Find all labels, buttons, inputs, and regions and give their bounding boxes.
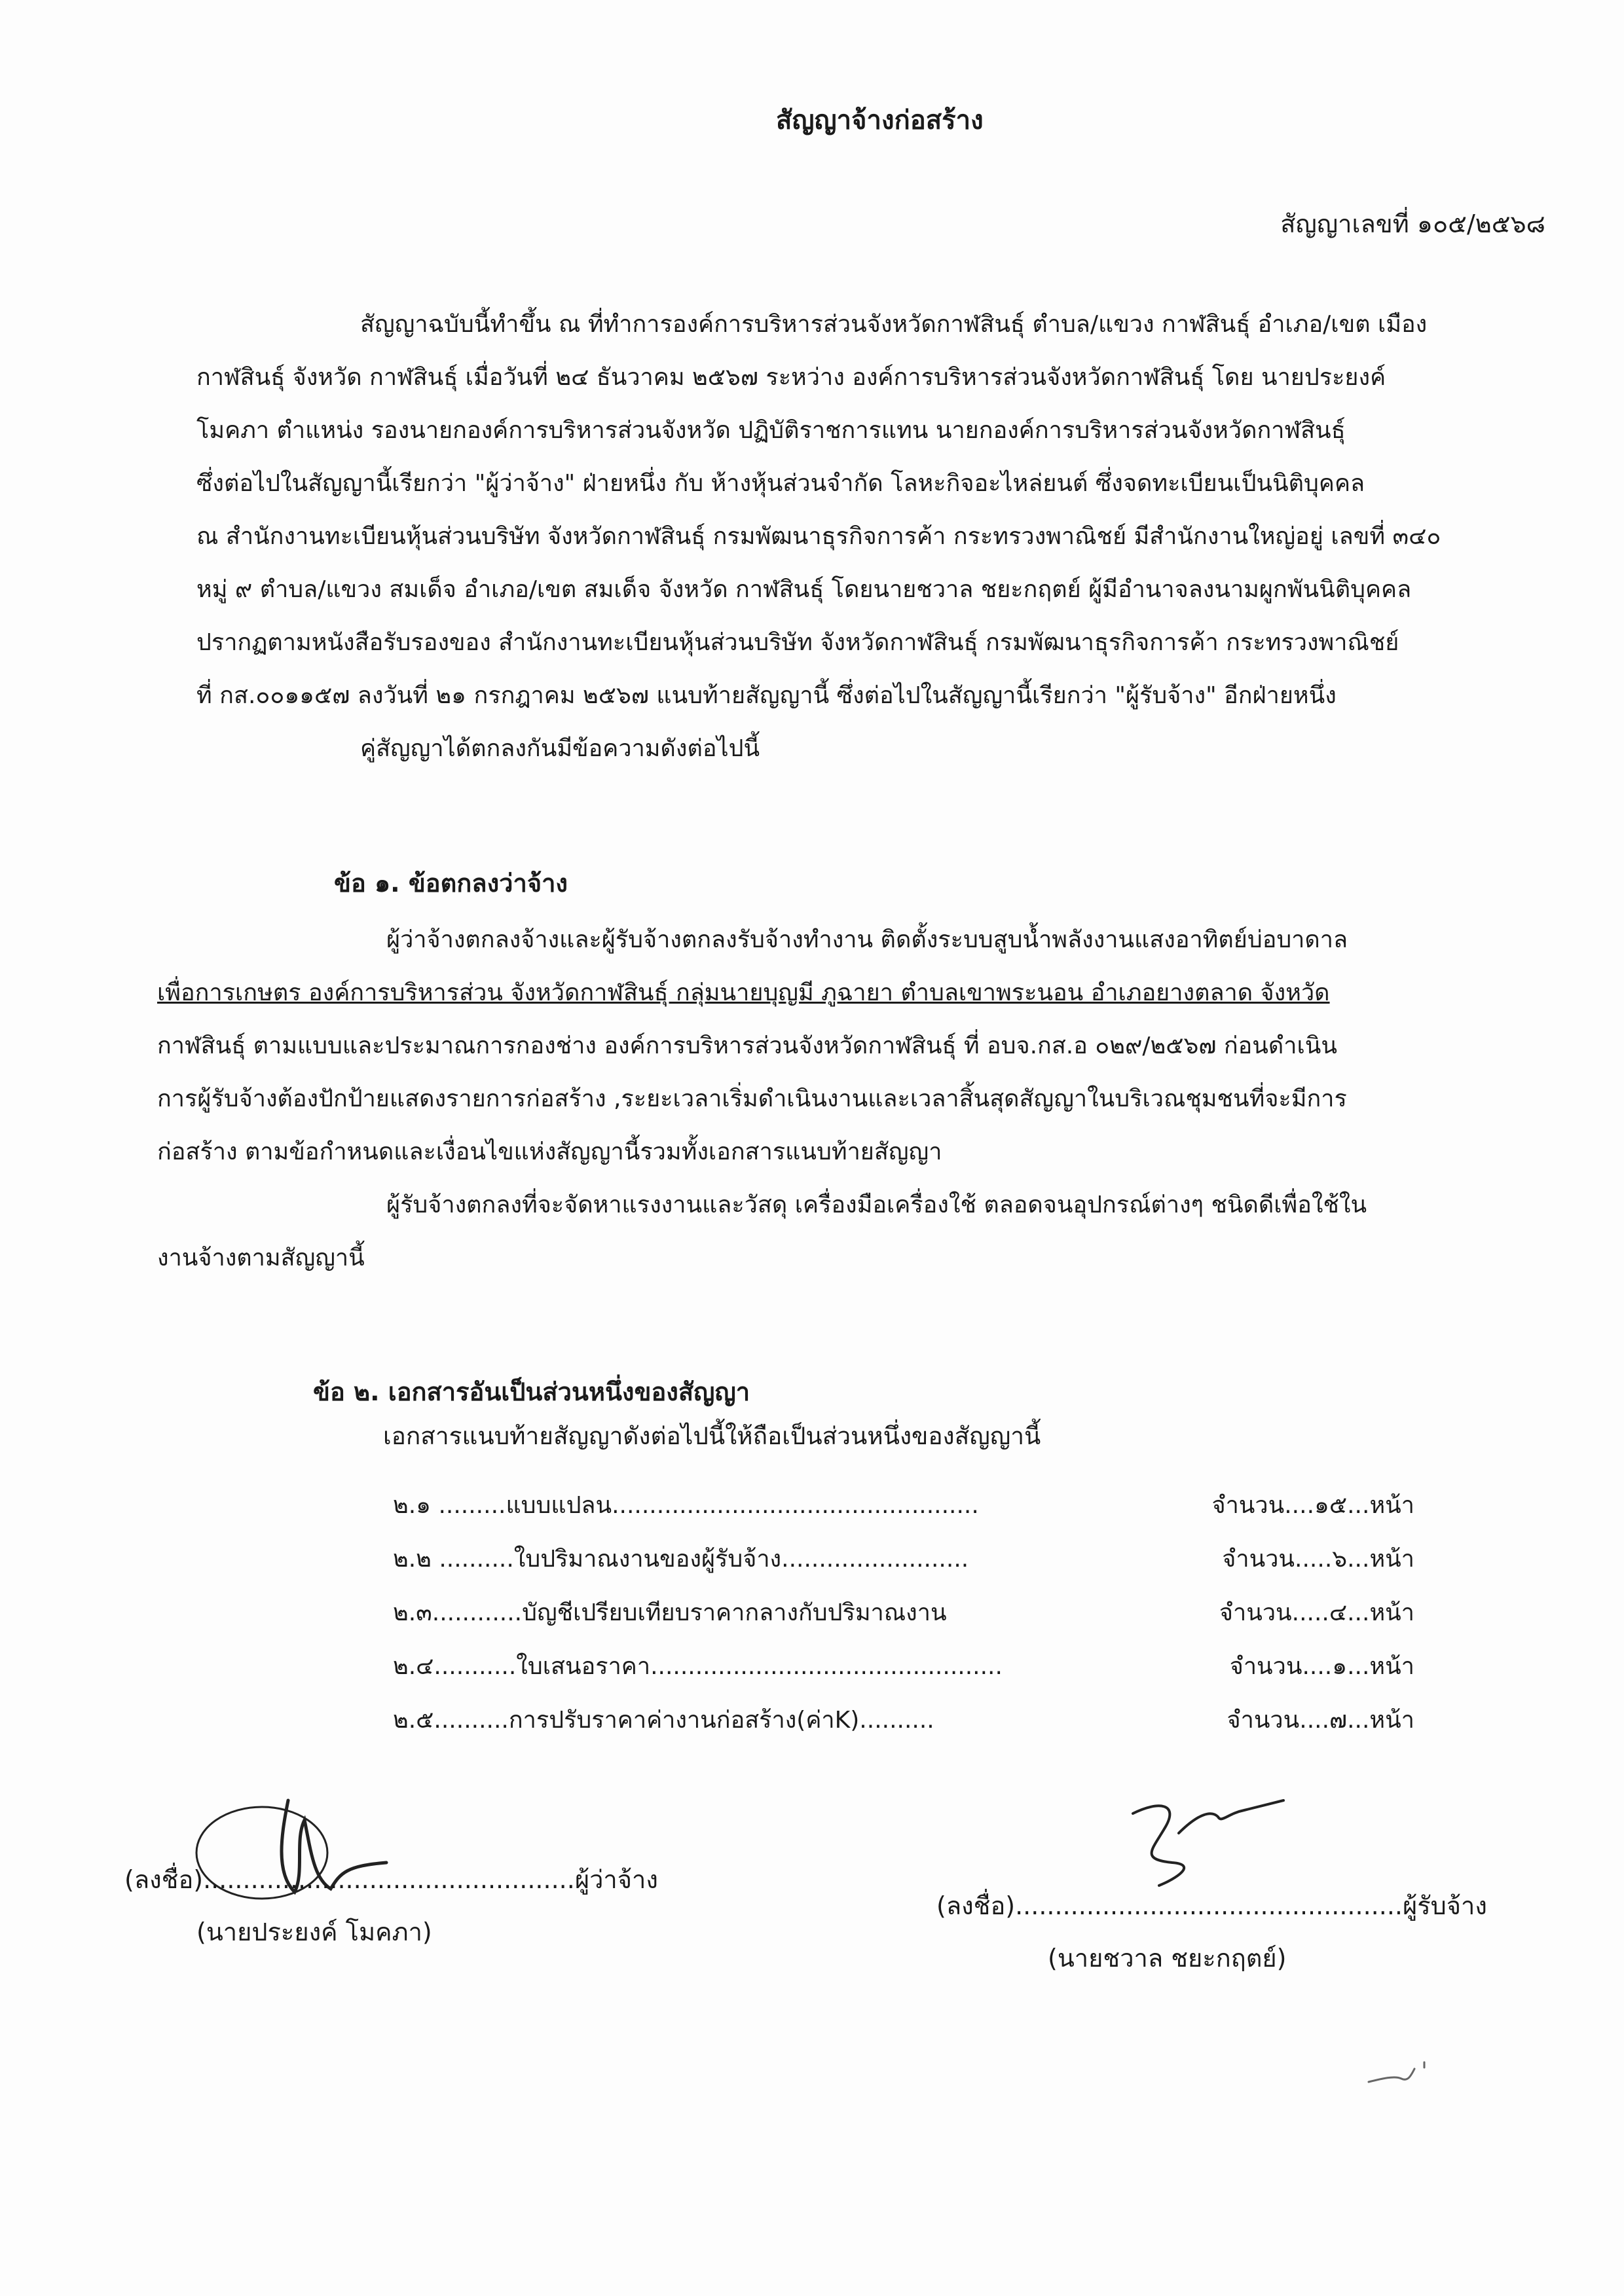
attachment-pages: จำนวน....๑...หน้า <box>1229 1653 1414 1680</box>
contractor-signature-line: (ลงชื่อ).................................................ผู้รับจ้าง <box>936 1891 1487 1920</box>
attachment-item <box>393 1701 1414 1755</box>
intro-line: ซึ่งต่อไปในสัญญานี้เรียกว่า "ผู้ว่าจ้าง" ฝ่ายหนึ่ง กับ ห้างหุ้นส่วนจำกัด โลหะกิจอะไหล่ยนต์ ซึ่งจดทะเบียนเป็นนิติบุคคล <box>196 470 1365 497</box>
intro-line: หมู่ ๙ ตำบล/แขวง สมเด็จ อำเภอ/เขต สมเด็จ จังหวัด กาฬสินธุ์ โดยนายชวาล ชยะกฤตย์ ผู้มีอำนาจลงนามผูกพันนิติบุคคล <box>196 576 1412 603</box>
attachment-item <box>393 1647 1414 1701</box>
attachment-label: ๒.๑ .........แบบแปลน................................................. <box>393 1492 979 1519</box>
attachment-pages: จำนวน....๑๕...หน้า <box>1211 1492 1414 1519</box>
attachment-pages: จำนวน.....๔...หน้า <box>1219 1599 1414 1626</box>
clause1-line: งานจ้างตามสัญญานี้ <box>157 1245 365 1271</box>
clause1-line: ก่อสร้าง ตามข้อกำหนดและเงื่อนไขแห่งสัญญานี้รวมทั้งเอกสารแนบท้ายสัญญา <box>157 1139 942 1165</box>
initial-mark <box>1362 2049 1441 2102</box>
attachment-label: ๒.๓............บัญชีเปรียบเทียบราคากลางกับปริมาณงาน <box>393 1599 947 1626</box>
attachment-pages: จำนวน....๗...หน้า <box>1227 1707 1414 1734</box>
contractor-signature <box>1113 1787 1297 1899</box>
contract-number: สัญญาเลขที่ ๑๐๕/๒๕๖๘ <box>1280 210 1545 238</box>
clause1-body <box>157 913 1532 1285</box>
intro-line: ปรากฏตามหนังสือรับรองของ สำนักงานทะเบียนหุ้นส่วนบริษัท จังหวัดกาฬสินธุ์ กรมพัฒนาธุรกิจการค้า กระทรวงพาณิชย์ <box>196 629 1399 656</box>
clause2-intro: เอกสารแนบท้ายสัญญาดังต่อไปนี้ให้ถือเป็นส่วนหนึ่งของสัญญานี้ <box>383 1422 1041 1450</box>
attachment-label: ๒.๒ ..........ใบปริมาณงานของผู้รับจ้าง......................... <box>393 1546 969 1573</box>
attachment-item <box>393 1540 1414 1594</box>
attachments-list <box>393 1486 1414 1755</box>
intro-paragraph <box>196 298 1545 775</box>
employer-signature-line: (ลงชื่อ)...............................................ผู้ว่าจ้าง <box>124 1865 658 1894</box>
intro-line: สัญญาฉบับนี้ทำขึ้น ณ ที่ทำการองค์การบริหารส่วนจังหวัดกาฬสินธุ์ ตำบล/แขวง กาฬสินธุ์ อำเภอ/เขต เมือง <box>360 311 1428 338</box>
attachment-label: ๒.๔...........ใบเสนอราคา............................................... <box>393 1653 1003 1680</box>
clause1-line: ผู้ว่าจ้างตกลงจ้างและผู้รับจ้างตกลงรับจ้างทำงาน ติดตั้งระบบสูบน้ำพลังงานแสงอาทิตย์บ่อบาดาล <box>386 926 1348 953</box>
intro-line: ที่ กส.๐๐๑๑๕๗ ลงวันที่ ๒๑ กรกฎาคม ๒๕๖๗ แนบท้ายสัญญานี้ ซึ่งต่อไปในสัญญานี้เรียกว่า "ผู้รับจ้าง" อีกฝ่ายหนึ่ง <box>196 682 1337 709</box>
clause1-line: เพื่อการเกษตร องค์การบริหารส่วน จังหวัดกาฬสินธุ์ กลุ่มนายบุญมี ภูฉายา ตำบลเขาพระนอน อำเภอยางตลาด จังหวัด <box>157 979 1330 1006</box>
attachment-label: ๒.๕..........การปรับราคาค่างานก่อสร้าง(ค่าK).......... <box>393 1707 934 1734</box>
clause1-line: กาฬสินธุ์ ตามแบบและประมาณการกองช่าง องค์การบริหารส่วนจังหวัดกาฬสินธุ์ ที่ อบจ.กส.อ ๐๒๙/๒๕๖๗ ก่อนดำเนิน <box>157 1032 1337 1059</box>
contractor-name: (นายชวาล ชยะกฤตย์) <box>1048 1944 1287 1973</box>
intro-line: ณ สำนักงานทะเบียนหุ้นส่วนบริษัท จังหวัดกาฬสินธุ์ กรมพัฒนาธุรกิจการค้า กระทรวงพาณิชย์ มีสำนักงานใหญ่อยู่ เลขที่ ๓๔๐ <box>196 523 1441 550</box>
employer-name: (นายประยงค์ โมคภา) <box>196 1918 432 1946</box>
document-title: สัญญาจ้างก่อสร้าง <box>776 105 984 136</box>
intro-line: โมคภา ตำแหน่ง รองนายกองค์การบริหารส่วนจังหวัด ปฏิบัติราชการแทน นายกองค์การบริหารส่วนจังหวัดกาฬสินธุ์ <box>196 417 1346 444</box>
attachment-pages: จำนวน.....๖...หน้า <box>1222 1546 1414 1573</box>
clause1-line: ผู้รับจ้างตกลงที่จะจัดหาแรงงานและวัสดุ เครื่องมือเครื่องใช้ ตลอดจนอุปกรณ์ต่างๆ ชนิดดีเพื่อใช้ใน <box>386 1192 1367 1218</box>
clause2-heading: ข้อ ๒. เอกสารอันเป็นส่วนหนึ่งของสัญญา <box>313 1377 750 1406</box>
clause1-line: การผู้รับจ้างต้องปักป้ายแสดงรายการก่อสร้าง ,ระยะเวลาเริ่มดำเนินงานและเวลาสิ้นสุดสัญญาในบริเวณชุมชนที่จะมีการ <box>157 1085 1347 1112</box>
clause1-heading: ข้อ ๑. ข้อตกลงว่าจ้าง <box>334 869 568 898</box>
attachment-item <box>393 1594 1414 1647</box>
intro-line: กาฬสินธุ์ จังหวัด กาฬสินธุ์ เมื่อวันที่ ๒๔ ธันวาคม ๒๕๖๗ ระหว่าง องค์การบริหารส่วนจังหวัดกาฬสินธุ์ โดย นายประยงค์ <box>196 364 1386 391</box>
attachment-item <box>393 1486 1414 1540</box>
intro-line: คู่สัญญาได้ตกลงกันมีข้อความดังต่อไปนี้ <box>360 735 760 762</box>
